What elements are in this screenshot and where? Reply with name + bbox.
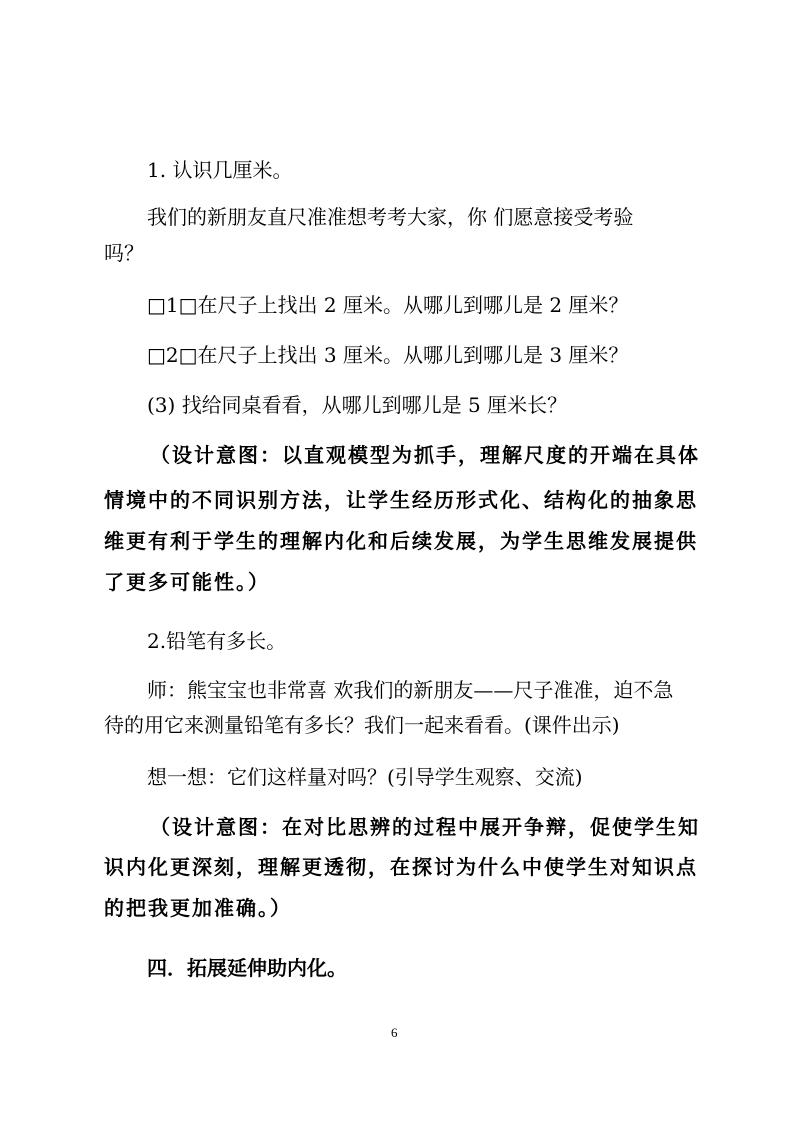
teacher-line1: 师：熊宝宝也非常喜 欢我们的新朋友——尺子准准，迫不急 [147, 678, 674, 702]
section1-title: 1. 认识几厘米。 [147, 158, 293, 182]
section1-intro-line2: 吗？ [104, 241, 144, 265]
design-note-2-line3: 的把我更加准确。） [104, 896, 292, 920]
page-number: 6 [391, 1025, 398, 1040]
section2-title: 2.铅笔有多长。 [147, 629, 287, 653]
design-note-1-line2: 情境中的不同识别方法，让学生经历形式化、结构化的抽象思 [104, 488, 698, 512]
design-note-1-line3: 维更有利于学生的理解内化和后续发展，为学生思维发展提供 [104, 529, 698, 553]
question-2: □2□在尺子上找出 3 厘米。从哪儿到哪儿是 3 厘米？ [147, 343, 629, 367]
design-note-2-line2: 识内化更深刻，理解更透彻，在探讨为什么中使学生对知识点 [104, 855, 698, 879]
design-note-1-line1: （设计意图：以直观模型为抓手，理解尺度的开端在具体 [150, 443, 700, 467]
section4-heading: 四．拓展延伸助内化。 [147, 956, 347, 980]
design-note-1-line4: 了更多可能性。） [104, 570, 270, 594]
section1-intro-line1: 我们的新朋友直尺准准想考考大家，你 们愿意接受考验 [147, 205, 634, 229]
design-note-2-line1: （设计意图：在对比思辨的过程中展开争辩，促使学生知 [150, 815, 700, 839]
teacher-line2: 待的用它来测量铅笔有多长？我们一起来看看。(课件出示) [104, 713, 620, 737]
question-3: (3) 找给同桌看看，从哪儿到哪儿是 5 厘米长？ [147, 393, 568, 417]
question-1: □1□在尺子上找出 2 厘米。从哪儿到哪儿是 2 厘米？ [147, 293, 629, 317]
think-line: 想一想：它们这样量对吗？(引导学生观察、交流) [147, 765, 583, 789]
